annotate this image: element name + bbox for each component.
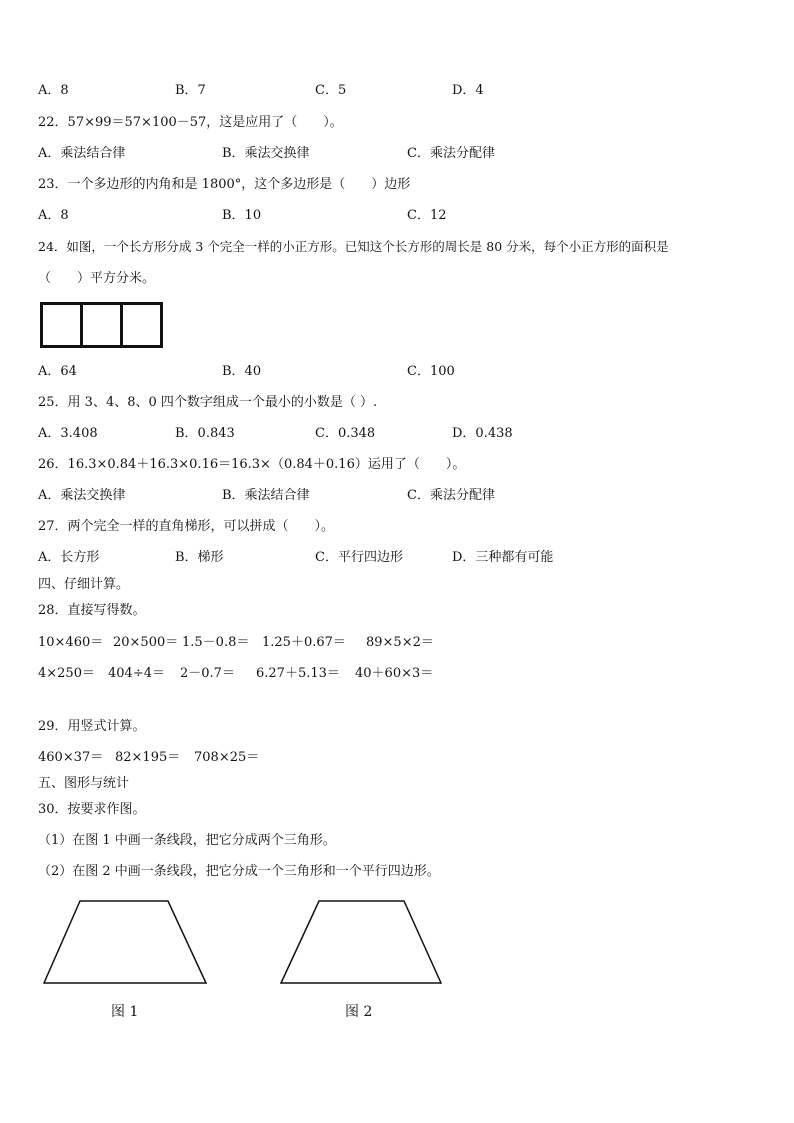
q25-option-b: B．0.843 [175,426,235,441]
q21-option-b: B．7 [175,83,206,98]
q26-option-b: B．乘法结合律 [222,488,310,503]
q25-option-d: D．0.438 [452,426,513,441]
q24-stem-line1: 24．如图，一个长方形分成 3 个完全一样的小正方形。已知这个长方形的周长是 80 分米，每个小正方形的面积是 [38,239,669,254]
q26-option-a: A．乘法交换律 [38,488,126,503]
q23-option-c: C．12 [407,208,447,223]
q30-sub1: （1）在图 1 中画一条线段，把它分成两个三角形。 [38,833,336,848]
q24-option-a: A．64 [38,364,77,379]
q28-row1-item2: 20×500＝ [113,635,179,650]
section-4-title: 四、仔细计算。 [38,577,130,592]
q25-option-a: A．3.408 [38,426,98,441]
q26-option-c: C．乘法分配律 [407,488,495,503]
q22-option-a: A．乘法结合律 [38,146,126,161]
q28-row1-item3: 1.5－0.8＝ [182,635,250,650]
trapezoid-figure-1 [40,898,210,988]
q29-item1: 460×37＝ [38,750,104,765]
q29-item2: 82×195＝ [115,750,181,765]
three-squares-figure [40,302,164,348]
q23-option-b: B．10 [222,208,262,223]
q25-option-c: C．0.348 [315,426,376,441]
trapezoid-2-outline [281,901,441,983]
q28-row2-item3: 2－0.7＝ [180,666,235,681]
q27-stem: 27．两个完全一样的直角梯形，可以拼成（ ）。 [38,519,335,534]
q24-option-c: C．100 [407,364,455,379]
q27-option-d: D．三种都有可能 [452,550,554,565]
q28-row1-item5: 89×5×2＝ [366,635,434,650]
q21-option-c: C．5 [315,83,347,98]
q30-stem: 30．按要求作图。 [38,802,146,817]
q27-option-c: C．平行四边形 [315,550,403,565]
q29-stem: 29．用竖式计算。 [38,719,146,734]
trapezoid-figure-2 [278,898,448,988]
q22-stem: 22．57×99＝57×100－57，这是应用了（ ）。 [38,115,343,130]
q23-option-a: A．8 [38,208,69,223]
q28-row1-item4: 1.25＋0.67＝ [262,635,346,650]
q28-row2-item1: 4×250＝ [38,666,95,681]
q24-option-b: B．40 [222,364,262,379]
q28-row2-item4: 6.27＋5.13＝ [256,666,340,681]
q24-stem-line2: （ ）平方分米。 [38,271,156,286]
q22-option-b: B．乘法交换律 [222,146,310,161]
q30-sub2: （2）在图 2 中画一条线段，把它分成一个三角形和一个平行四边形。 [38,864,440,879]
figure-1-caption: 图 1 [111,1004,139,1020]
q29-item3: 708×25＝ [194,750,260,765]
q28-row2-item2: 404÷4＝ [108,666,165,681]
q27-option-a: A．长方形 [38,550,100,565]
section-5-title: 五、图形与统计 [38,776,130,791]
trapezoid-1-outline [44,901,206,983]
rectangle-outline [42,304,162,347]
q26-stem: 26．16.3×0.84＋16.3×0.16＝16.3×（0.84＋0.16）运用了（ ）。 [38,457,466,472]
q21-option-a: A．8 [38,83,69,98]
q27-option-b: B．梯形 [175,550,224,565]
q23-stem: 23．一个多边形的内角和是 1800°，这个多边形是（ ）边形 [38,177,411,192]
q28-row1-item1: 10×460＝ [38,635,104,650]
figure-2-caption: 图 2 [345,1004,373,1020]
q21-option-d: D．4 [452,83,484,98]
q25-stem: 25．用 3、4、8、0 四个数字组成一个最小的小数是（ ）. [38,395,378,410]
q28-stem: 28．直接写得数。 [38,603,146,618]
q28-row2-item5: 40＋60×3＝ [355,666,434,681]
q22-option-c: C．乘法分配律 [407,146,495,161]
